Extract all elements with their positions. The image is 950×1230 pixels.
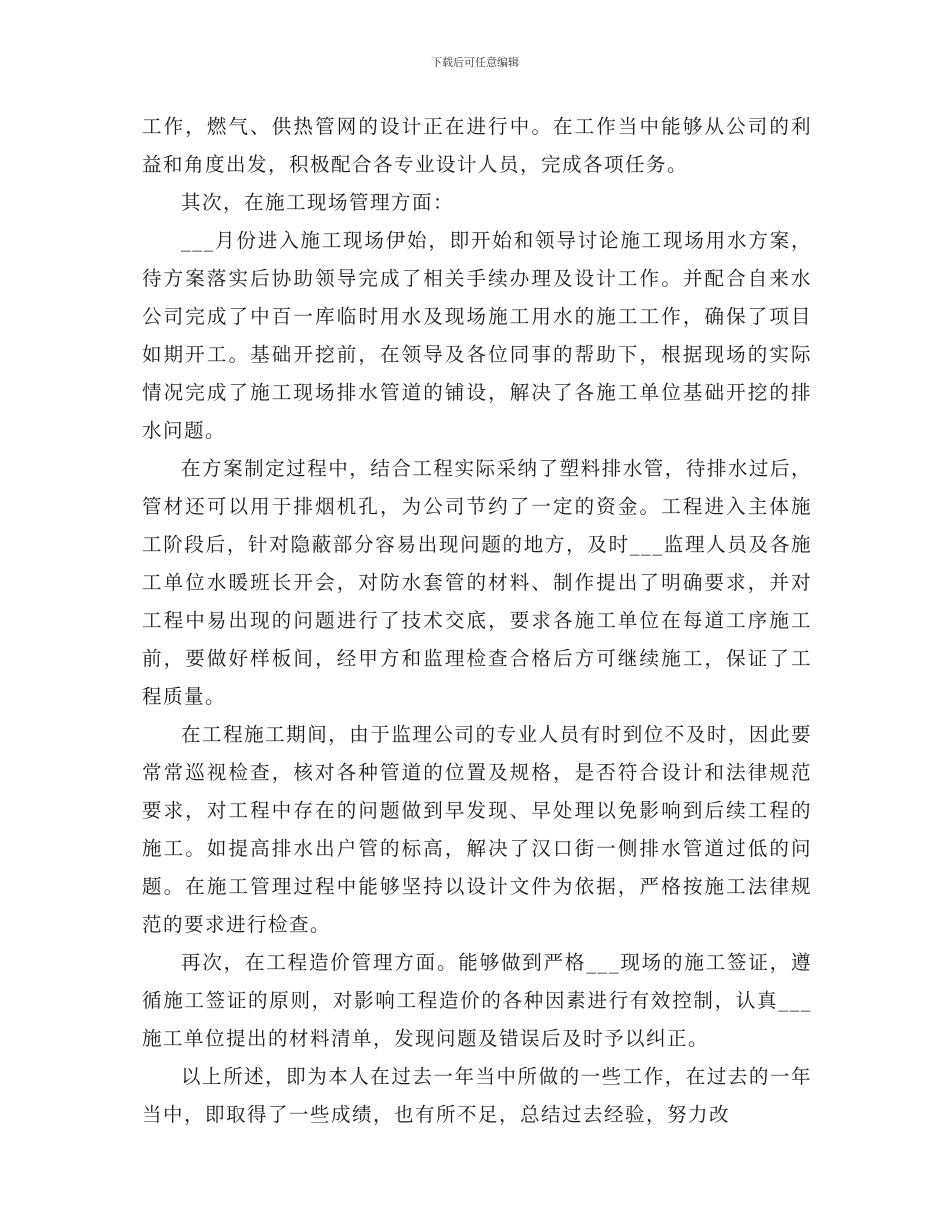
paragraph-6: 再次，在工程造价管理方面。能够做到严格___现场的施工签证，遵循施工签证的原则，对影响工程造价的各种因素进行有效控制，认真___施工单位提出的材料清单，发现问题及错误后及时予以纠正。	[142, 951, 812, 1050]
paragraph-4: 在方案制定过程中，结合工程实际采纳了塑料排水管，待排水过后，管材还可以用于排烟机孔，为公司节约了一定的资金。工程进入主体施工阶段后，针对隐蔽部分容易出现问题的地方，及时___监理人员及各施工单位水暖班长开会，对防水套管的材料、制作提出了明确要求，并对工程中易出现的问题进行了技术交底，要求各施工单位在每道工序施工前，要做好样板间，经甲方和监理检查合格后方可继续施工，保证了工程质量。	[142, 457, 812, 708]
paragraph-5: 在工程施工期间，由于监理公司的专业人员有时到位不及时，因此要常常巡视检查，核对各种管道的位置及规格，是否符合设计和法律规范要求，对工程中存在的问题做到早发现、早处理以免影响到后续工程的施工。如提高排水出户管的标高，解决了汉口街一侧排水管道过低的问题。在施工管理过程中能够坚持以设计文件为依据，严格按施工法律规范的要求进行检查。	[142, 723, 812, 936]
document-body	[142, 108, 812, 1134]
paragraph-7: 以上所述，即为本人在过去一年当中所做的一些工作，在过去的一年当中，即取得了一些成绩，也有所不足，总结过去经验，努力改	[142, 1065, 812, 1126]
paragraph-1: 工作，燃气、供热管网的设计正在进行中。在工作当中能够从公司的利益和角度出发，积极配合各专业设计人员，完成各项任务。	[142, 115, 812, 176]
page-header: 下载后可任意编辑	[431, 56, 519, 69]
paragraph-2: 其次，在施工现场管理方面：	[181, 191, 455, 214]
paragraph-3: ___月份进入施工现场伊始，即开始和领导讨论施工现场用水方案，待方案落实后协助领导完成了相关手续办理及设计工作。并配合自来水公司完成了中百一库临时用水及现场施工用水的施工工作，确保了项目如期开工。基础开挖前，在领导及各位同事的帮助下，根据现场的实际情况完成了施工现场排水管道的铺设，解决了各施工单位基础开挖的排水问题。	[142, 229, 812, 442]
